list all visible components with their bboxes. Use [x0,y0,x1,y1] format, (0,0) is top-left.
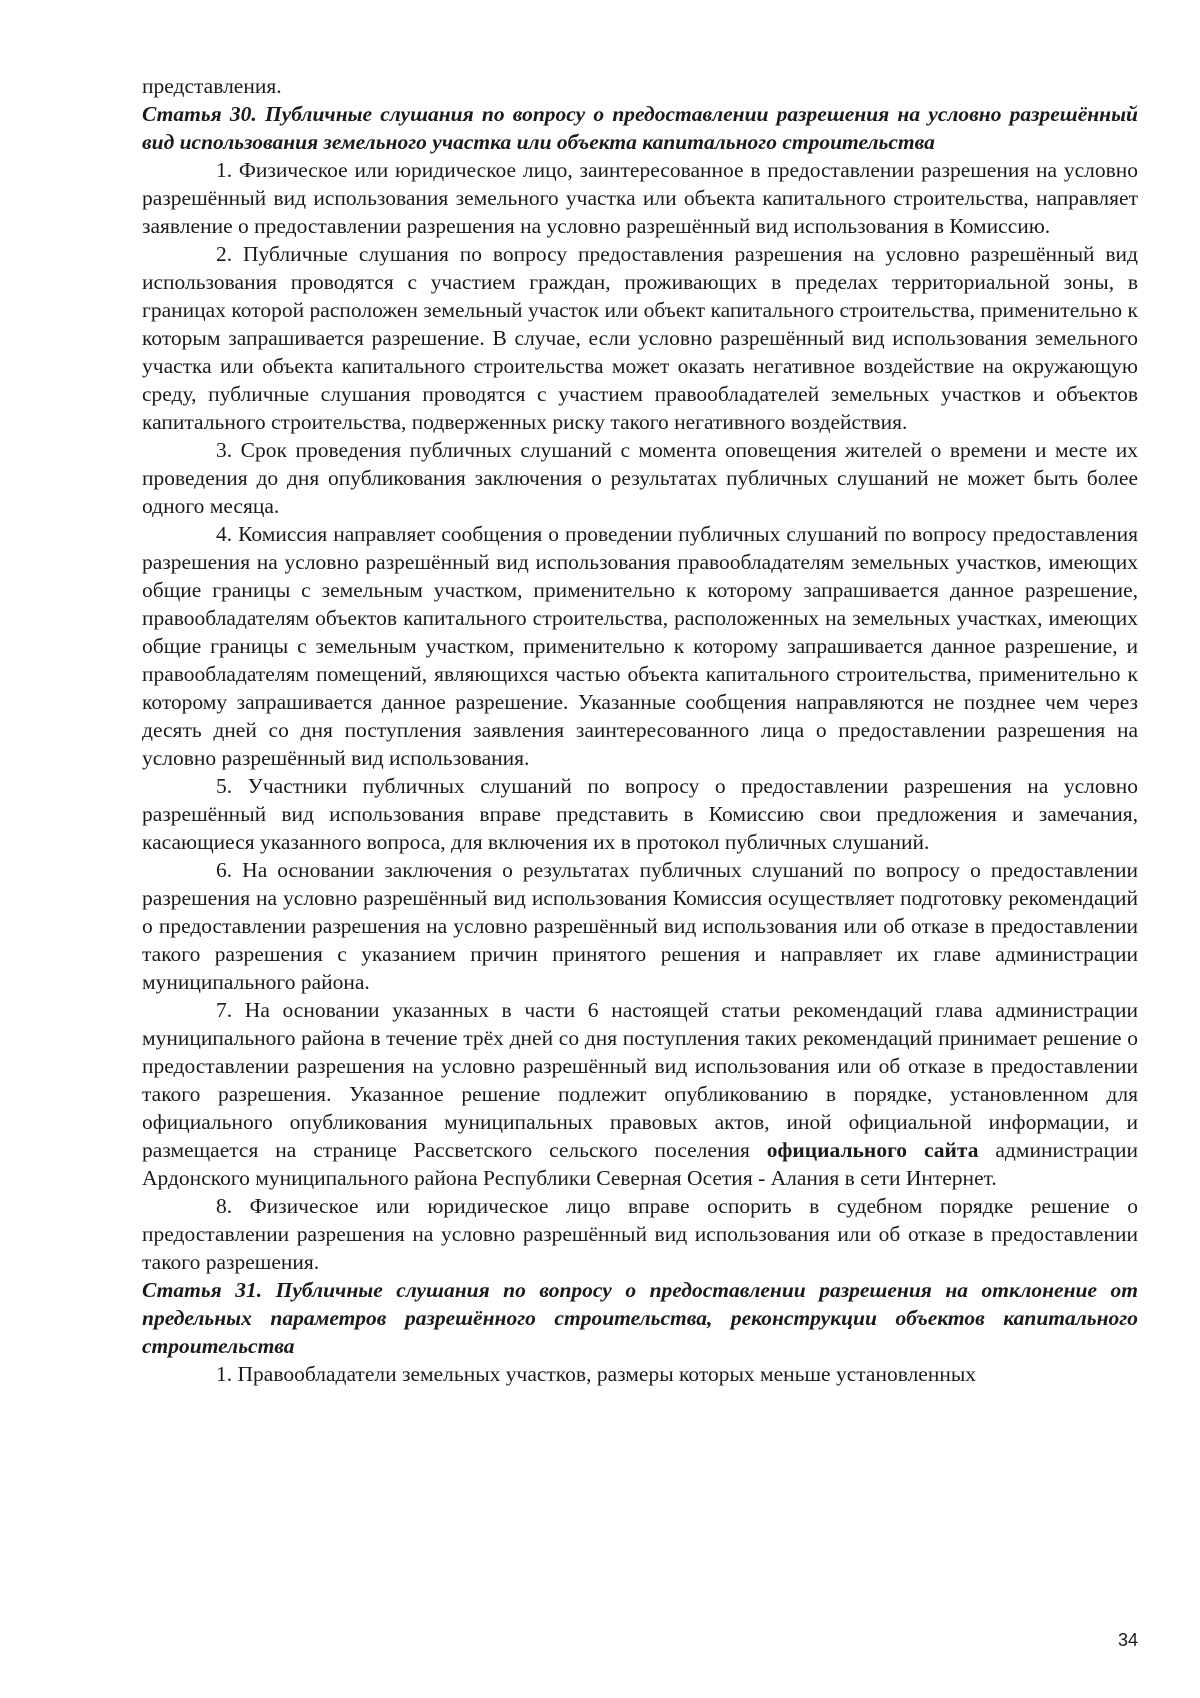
article-30-heading: Статья 30. Публичные слушания по вопросу о предоставлении разрешения на условно разрешённый вид использования земельного участка или объекта капитального строительства [142,102,1138,154]
article-30-paragraph-2: 2. Публичные слушания по вопросу предоставления разрешения на условно разрешённый вид использования проводятся с участием граждан, проживающих в пределах территориальной зоны, в границах которой расположен земельный участок или объект капитального строительства, применительно к которым запрашивается разрешение. В случае, если условно разрешённый вид использования земельного участка или объекта капитального строительства может оказать негативное воздействие на окружающую среду, публичные слушания проводятся с участием правообладателей земельных участков и объектов капитального строительства, подверженных риску такого негативного воздействия. [142,242,1138,434]
article-30-paragraph-5: 5. Участники публичных слушаний по вопросу о предоставлении разрешения на условно разрешённый вид использования вправе представить в Комиссию свои предложения и замечания, касающиеся указанного вопроса, для включения их в протокол публичных слушаний. [142,774,1138,854]
document-page [142,72,1138,1388]
article-31-paragraph-1: 1. Правообладатели земельных участков, размеры которых меньше установленных [216,1362,977,1386]
article-30-paragraph-8: 8. Физическое или юридическое лицо вправе оспорить в судебном порядке решение о предоставлении разрешения на условно разрешённый вид использования или об отказе в предоставлении такого разрешения. [142,1194,1138,1274]
continuation-text: представления. [142,74,282,98]
paragraph-7-text-after: администрации Ардонского муниципального района Республики Северная Осетия - Алания в сети Интернет. [142,1138,1138,1190]
article-30-paragraph-1: 1. Физическое или юридическое лицо, заинтересованное в предоставлении разрешения на условно разрешённый вид использования земельного участка или объекта капитального строительства, направляет заявление о предоставлении разрешения на условно разрешённый вид использования в Комиссию. [142,158,1138,238]
official-site-emphasis: официального сайта [766,1138,979,1162]
article-30-paragraph-6: 6. На основании заключения о результатах публичных слушаний по вопросу о предоставлении разрешения на условно разрешённый вид использования Комиссия осуществляет подготовку рекомендаций о предоставлении разрешения на условно разрешённый вид использования или об отказе в предоставлении такого разрешения с указанием причин принятого решения и направляет их главе администрации муниципального района. [142,858,1138,994]
article-30-paragraph-3: 3. Срок проведения публичных слушаний с момента оповещения жителей о времени и месте их проведения до дня опубликования заключения о результатах публичных слушаний не может быть более одного месяца. [142,438,1138,518]
article-30-paragraph-4: 4. Комиссия направляет сообщения о проведении публичных слушаний по вопросу предоставления разрешения на условно разрешённый вид использования правообладателям земельных участков, имеющих общие границы с земельным участком, применительно к которому запрашивается данное разрешение, правообладателям объектов капитального строительства, расположенных на земельных участках, имеющих общие границы с земельным участком, применительно к которому запрашивается данное разрешение, и правообладателям помещений, являющихся частью объекта капитального строительства, применительно к которому запрашивается данное разрешение. Указанные сообщения направляются не позднее чем через десять дней со дня поступления заявления заинтересованного лица о предоставлении разрешения на условно разрешённый вид использования. [142,522,1138,770]
article-30-paragraph-7 [142,996,1138,1192]
article-31-heading: Статья 31. Публичные слушания по вопросу о предоставлении разрешения на отклонение от предельных параметров разрешённого строительства, реконструкции объектов капитального строительства [142,1278,1138,1358]
paragraph-7-text-before: 7. На основании указанных в части 6 настоящей статьи рекомендаций глава администрации муниципального района в течение трёх дней со дня поступления таких рекомендаций принимает решение о предоставлении разрешения на условно разрешённый вид использования или об отказе в предоставлении такого разрешения. Указанное решение подлежит опубликованию в порядке, установленном для официального опубликования муниципальных правовых актов, иной официальной информации, и размещается на странице Рассветского сельского поселения [142,998,1138,1162]
page-number: 34 [1117,1630,1138,1650]
